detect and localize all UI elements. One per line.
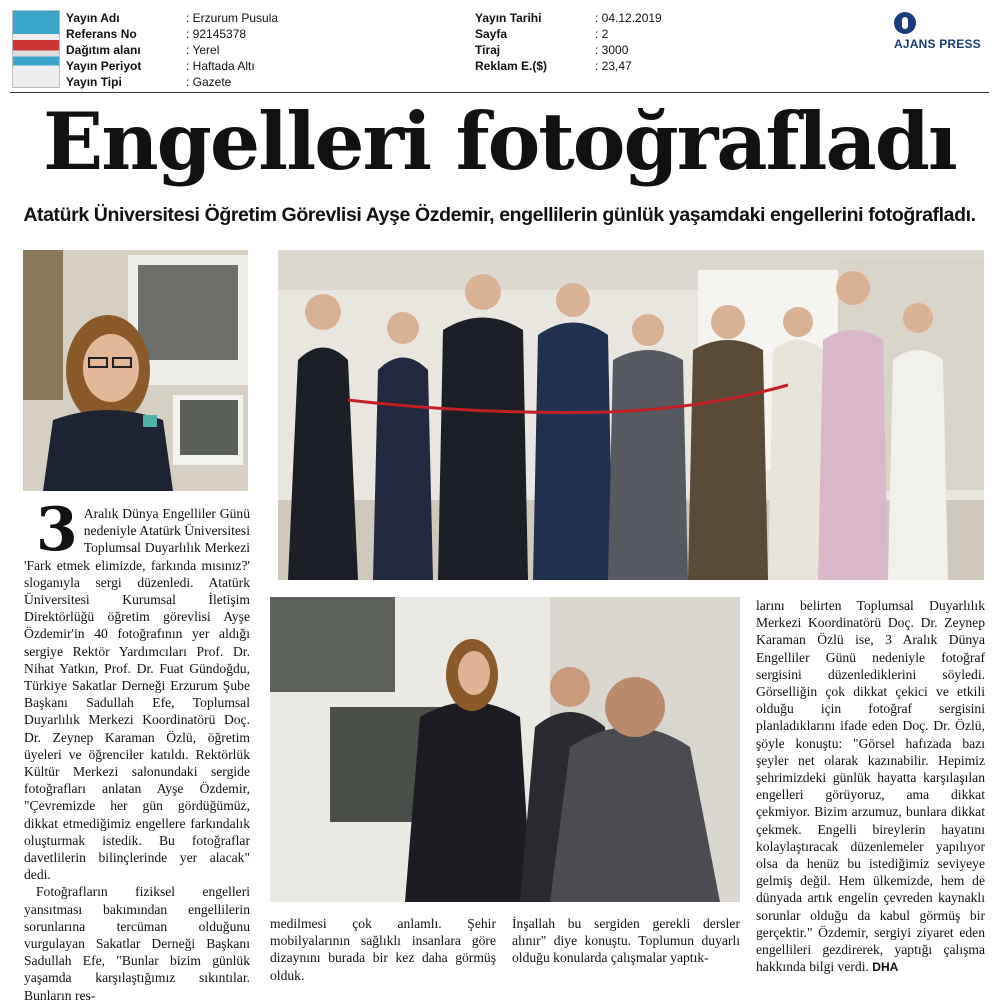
meta-label: Reklam E.($)	[475, 59, 548, 73]
agency-signature: DHA	[872, 960, 899, 975]
meta-label: Dağıtım alanı	[66, 43, 141, 57]
photo-portrait-illustration	[23, 250, 248, 491]
article-column-3	[512, 915, 740, 967]
meta-value: : 23,47	[595, 59, 632, 73]
meta-label: Tiraj	[475, 43, 501, 57]
meta-value: : 92145378	[186, 27, 247, 41]
photo-ribbon-cutting	[278, 250, 984, 580]
article-paragraph: Aralık Dünya Engelliler Günü nedeniyle Atatürk Üniversitesi Toplumsal Duyarlılık Merkezi 'Fark etmek elimizde, farkında mısınız?' sloganıyla sergi düzenledi. Atatürk Üniversitesi Kurumsal İletişim Direktörlüğü öğretim görevlisi Ayşe Özdemir'in 40 fotoğrafının yer aldığı sergiye Rektör Yardımcıları Prof. Dr. Nihat Yatkın, Prof. Dr. Fuat Gündoğdu, Türkiye Sakatlar Derneği Erzurum Şube Başkanı Sadullah Efe, Toplumsal Duyarlılık Merkezi Koordinatörü Doç. Dr. Zeynep Karaman Özlü, öğretim üyeleri ve öğrenciler katıldı. Rektörlük Kültür Merkezi salonundaki sergide fotoğrafları anlatan Ayşe Özdemir, "Çevremizde her gün gördüğümüz, dikkat etmediğimiz engellere farkındalık oluşturmak istedik. Bu fotoğraflar davetlilerin bilinçlerinde yer alacak" dedi.	[24, 506, 250, 883]
photo-exhibition-illustration	[270, 597, 740, 902]
article-paragraph: İnşallah bu sergiden gerekli dersler alınır" diye konuştu. Toplumun duyarlı olduğu konularda çalışmalar yaptık-	[512, 916, 740, 966]
meta-value: : Haftada Altı	[186, 59, 255, 73]
meta-label: Yayın Tarihi	[475, 11, 542, 25]
drop-cap: 3	[36, 495, 78, 565]
ajans-press-logo-text: AJANS PRESS	[894, 37, 981, 51]
photo-ayse-ozdemir	[23, 250, 248, 491]
meta-value: : 3000	[595, 43, 629, 57]
ajans-press-logo	[886, 12, 990, 52]
meta-value: : Yerel	[186, 43, 220, 57]
article-column-2	[270, 915, 496, 984]
meta-label: Yayın Adı	[66, 11, 120, 25]
meta-label: Referans No	[66, 27, 137, 41]
photo-ribbon-cutting-illustration	[278, 250, 984, 580]
article-paragraph: medilmesi çok anlamlı. Şehir mobilyalarının sağlıklı insanlara göre dizaynını burada bir kez daha görmüş olduk.	[270, 916, 496, 983]
meta-value: : Gazete	[186, 75, 232, 89]
article-column-1	[24, 495, 250, 1004]
photo-exhibition	[270, 597, 740, 902]
article-paragraph: larını belirten Toplumsal Duyarlılık Merkezi Koordinatörü Doç. Dr. Zeynep Karaman Özlü ise, 3 Aralık Dünya Engelliler Günü nedeniyle fotoğraf sergisini düzenlediklerini söyledi. Görselliğin çok dikkat çekici ve etkili olduğu için fotoğraf sergisini planladıklarını ifade eden Doç. Dr. Özlü, şöyle konuştu: "Görsel hafızada bazı şeyler net olarak kazınabilir. Hepimiz şehrimizdeki günlük hayatta karşılaşılan engelleri görüyoruz, ama dikkat çekmiyor. Bizim arzumuz, bunlara dikkat çekmek. Engelli bireylerin hayatını kolaylaştıracak düzenlemeler yapılıyor olsa da henüz bu istediğimiz seviyeye gelmiş değil. Hem ülkemizde, hem de dünyada artık engelin çevreden kaynaklı sorunlar olduğu da kabul görmüş bir gerçektir." Özdemir, sergiyi ziyaret eden engellileri gezdirerek, yaptığı çalışma hakkında bilgi verdi.	[756, 598, 985, 975]
newspaper-thumbnail	[12, 10, 60, 88]
ajans-press-logo-icon	[894, 12, 916, 34]
meta-value: : 2	[595, 27, 609, 41]
meta-label: Yayın Periyot	[66, 59, 142, 73]
meta-label: Yayın Tipi	[66, 75, 122, 89]
headline: Engelleri fotoğrafladı	[43, 95, 956, 188]
meta-left	[66, 10, 278, 90]
subheadline: Atatürk Üniversitesi Öğretim Görevlisi Ayşe Özdemir, engellilerin günlük yaşamdaki engellerini fotoğrafladı.	[23, 204, 976, 226]
meta-label: Sayfa	[475, 27, 508, 41]
meta-right	[475, 10, 662, 74]
meta-value: : 04.12.2019	[595, 11, 662, 25]
article-paragraph: Fotoğrafların fiziksel engelleri yansıtması bakımından engellilerin sorunlarına tercüman olduğunu vurgulayan Sakatlar Derneği Başkanı Sadullah Efe, "Bunlar bizim günlük yaşamda karşılaştığımız sıkıntılar. Bunların res-	[24, 884, 250, 1003]
article-column-4	[756, 597, 985, 976]
meta-value: : Erzurum Pusula	[186, 11, 279, 25]
